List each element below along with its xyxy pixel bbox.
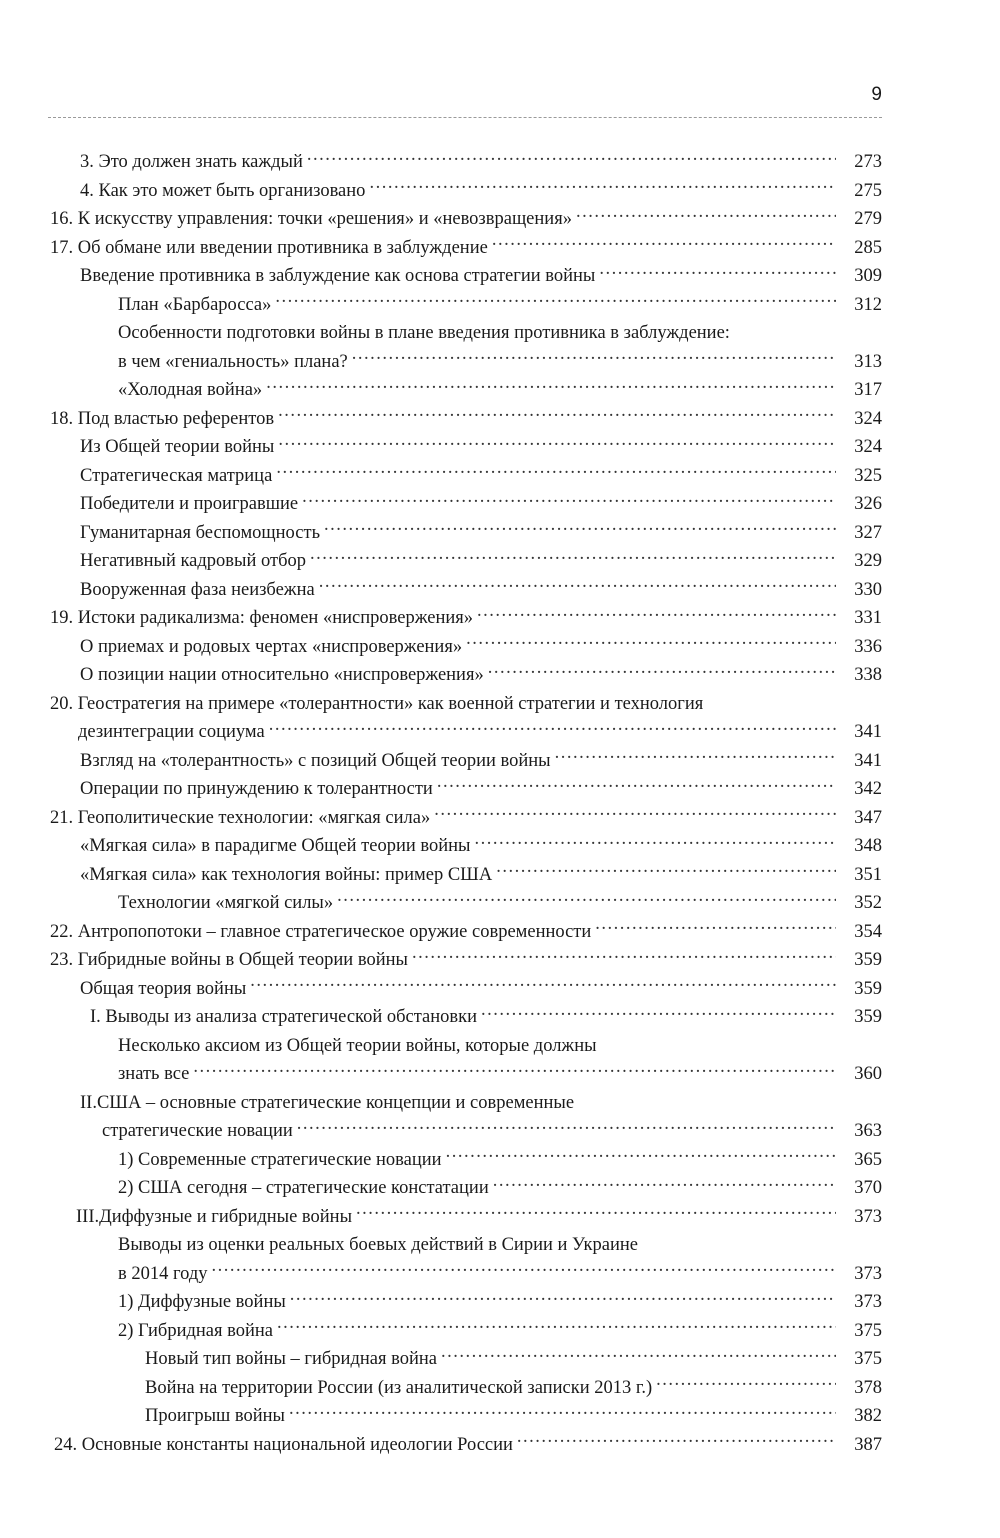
toc-entry: [50, 861, 882, 890]
toc-entry-title: «Холодная война»: [118, 380, 263, 400]
toc-entry-title: Истоки радикализма: феномен «ниспровержения»: [77, 608, 474, 628]
toc-entry-title: стратегические новации: [102, 1121, 293, 1141]
toc-entry-page: 373: [854, 1292, 882, 1312]
toc-entry-page: 312: [854, 294, 882, 315]
toc-entry-title: Из Общей теории войны: [80, 437, 275, 457]
toc-entry-title: дезинтеграции социума: [78, 722, 265, 742]
dot-leader: [517, 1431, 836, 1450]
toc-entry: [50, 690, 882, 747]
toc-entry-page: 285: [854, 237, 882, 258]
toc-entry-number: 4.: [80, 180, 94, 201]
dot-leader: [481, 1004, 836, 1023]
toc-entry-page: 325: [854, 465, 882, 486]
toc-entry-page: 347: [854, 807, 882, 828]
toc-entry-page: 359: [854, 950, 882, 970]
toc-entry-title: знать все: [118, 1064, 190, 1084]
toc-entry: [50, 1431, 882, 1460]
dot-leader: [555, 747, 836, 766]
toc-entry-title: III.Диффузные и гибридные войны: [76, 1206, 353, 1227]
toc-entry-number: 3.: [80, 152, 94, 172]
toc-entry: [50, 1203, 882, 1232]
toc-entry-title: Это должен знать каждый: [98, 152, 303, 172]
toc-entry-page: 336: [854, 636, 882, 657]
toc-entry: [50, 604, 882, 633]
dot-leader: [290, 1289, 836, 1308]
dot-leader: [352, 348, 836, 367]
toc-entry-title: I. Выводы из анализа стратегической обстановки: [90, 1007, 478, 1027]
toc-entry-page: 327: [854, 522, 882, 543]
toc-entry-title-line: Выводы из оценки реальных боевых действий в Сирии и Украине: [118, 1235, 638, 1255]
toc-entry: [50, 775, 882, 804]
toc-entry-page: 375: [854, 1320, 882, 1341]
toc-entry-page: 341: [854, 722, 882, 742]
toc-entry: [50, 148, 882, 177]
toc-entry-page: 360: [854, 1064, 882, 1084]
toc-entry-number: 24.: [54, 1434, 78, 1455]
toc-entry-title: Об обмане или введении противника в заблуждение: [77, 237, 488, 258]
toc-entry-number: 17.: [50, 237, 74, 258]
toc-entry-page: 313: [854, 351, 882, 372]
dot-leader: [310, 548, 836, 567]
dot-leader: [496, 861, 836, 880]
toc-entry-page: 378: [854, 1377, 882, 1398]
dot-leader: [576, 206, 836, 225]
dot-leader: [278, 434, 836, 453]
toc-entry-title: Введение противника в заблуждение как основа стратегии войны: [80, 266, 596, 286]
toc-entry-title: Геополитические технологии: «мягкая сила»: [77, 807, 431, 828]
dot-leader: [369, 177, 836, 196]
dot-leader: [446, 1146, 836, 1165]
toc-entry-title: «Мягкая сила» в парадигме Общей теории войны: [80, 836, 471, 856]
toc-entry: [50, 576, 882, 605]
dot-leader: [412, 947, 836, 966]
toc-entry-title: Операции по принуждению к толерантности: [80, 779, 433, 799]
toc-entry: [50, 946, 882, 975]
dot-leader: [269, 719, 836, 738]
toc-entry: [50, 205, 882, 234]
toc-entry: [50, 918, 882, 947]
dot-leader: [656, 1374, 836, 1393]
toc-entry: [50, 1174, 882, 1203]
dot-leader: [297, 1118, 836, 1137]
toc-entry-page: 329: [854, 551, 882, 571]
toc-entry-page: 373: [854, 1206, 882, 1227]
toc-entry-page: 279: [854, 209, 882, 229]
toc-entry-title: «Мягкая сила» как технология войны: пример США: [80, 864, 493, 885]
toc-entry: [50, 547, 882, 576]
dot-leader: [477, 605, 836, 624]
toc-entry-title: Гуманитарная беспомощность: [80, 522, 321, 543]
toc-entry-title-line: Особенности подготовки войны в плане введения противника в заблуждение:: [118, 323, 730, 343]
toc-entry: [50, 405, 882, 434]
dot-leader: [266, 377, 836, 396]
toc-entry-title: 1) Диффузные войны: [118, 1292, 286, 1312]
dot-leader: [277, 1317, 836, 1336]
table-of-contents: [50, 148, 882, 1459]
toc-entry-number: 22.: [50, 921, 74, 942]
toc-entry-page: 354: [854, 921, 882, 942]
dot-leader: [466, 633, 836, 652]
toc-entry-number: 16.: [50, 209, 74, 229]
page-number: 9: [871, 84, 882, 105]
toc-entry: [50, 1146, 882, 1175]
dot-leader: [319, 576, 836, 595]
toc-entry-page: 330: [854, 579, 882, 600]
toc-entry: [50, 832, 882, 861]
toc-entry: [50, 1374, 882, 1403]
toc-entry-page: 338: [854, 665, 882, 685]
toc-entry-title: Антропопотоки – главное стратегическое оружие современности: [77, 921, 592, 942]
toc-entry: [50, 319, 882, 376]
dot-leader: [599, 263, 836, 282]
toc-entry-page: 365: [854, 1149, 882, 1170]
toc-entry-page: 348: [854, 836, 882, 856]
toc-entry: [50, 490, 882, 519]
toc-entry-page: 273: [854, 152, 882, 172]
toc-entry-title: Проигрыш войны: [145, 1406, 285, 1426]
dot-leader: [302, 491, 836, 510]
toc-entry-page: 382: [854, 1406, 882, 1426]
toc-entry: [50, 376, 882, 405]
toc-entry-title: Война на территории России (из аналитической записки 2013 г.): [145, 1377, 653, 1398]
toc-entry: [50, 1003, 882, 1032]
toc-entry: [50, 633, 882, 662]
dot-leader: [493, 1175, 836, 1194]
dot-leader: [275, 291, 836, 310]
toc-entry-title: О позиции нации относительно «ниспровержения»: [80, 665, 484, 685]
toc-entry-page: 317: [854, 380, 882, 400]
toc-entry-title: Негативный кадровый отбор: [80, 551, 306, 571]
toc-entry-title: Под властью референтов: [77, 408, 275, 429]
toc-entry-title: О приемах и родовых чертах «ниспровержения»: [80, 636, 463, 657]
toc-entry-title: Победители и проигравшие: [80, 494, 299, 514]
toc-entry-page: 387: [854, 1434, 882, 1455]
toc-entry-title: Вооруженная фаза неизбежна: [80, 579, 315, 600]
toc-entry-title: 2) США сегодня – стратегические констатации: [118, 1178, 489, 1198]
toc-entry-page: 359: [854, 978, 882, 999]
toc-entry-title: Взгляд на «толерантность» с позиций Общей теории войны: [80, 750, 551, 771]
dot-leader: [356, 1203, 836, 1222]
toc-entry-title: Технологии «мягкой силы»: [118, 893, 334, 913]
toc-entry-page: 373: [854, 1263, 882, 1284]
toc-entry: [50, 1317, 882, 1346]
header-rule: [48, 117, 882, 118]
dot-leader: [488, 662, 836, 681]
dot-leader: [492, 234, 836, 253]
dot-leader: [595, 918, 836, 937]
dot-leader: [434, 804, 836, 823]
toc-entry-page: 326: [854, 494, 882, 514]
toc-entry: [50, 433, 882, 462]
dot-leader: [193, 1061, 836, 1080]
toc-entry-page: 352: [854, 893, 882, 913]
toc-entry-number: 20.: [50, 693, 74, 714]
toc-entry-page: 375: [854, 1349, 882, 1369]
toc-entry-page: 324: [854, 408, 882, 429]
toc-entry: [50, 1345, 882, 1374]
dot-leader: [337, 890, 836, 909]
toc-entry-page: 370: [854, 1178, 882, 1198]
toc-entry: [50, 519, 882, 548]
toc-entry-title: Стратегическая матрица: [80, 465, 273, 486]
toc-entry: [50, 661, 882, 690]
toc-entry: [50, 177, 882, 206]
toc-entry: [50, 1032, 882, 1089]
toc-entry-title: Новый тип войны – гибридная война: [145, 1349, 437, 1369]
toc-entry-title: 1) Современные стратегические новации: [118, 1149, 442, 1170]
dot-leader: [474, 833, 836, 852]
toc-entry-title: Как это может быть организовано: [98, 180, 366, 201]
dot-leader: [212, 1260, 837, 1279]
toc-entry: [50, 462, 882, 491]
toc-entry-title: Основные константы национальной идеологии России: [81, 1434, 513, 1455]
toc-entry-page: 331: [854, 608, 882, 628]
toc-entry: [50, 889, 882, 918]
toc-entry-page: 341: [854, 750, 882, 771]
toc-entry-number: 23.: [50, 950, 74, 970]
toc-entry-page: 359: [854, 1007, 882, 1027]
toc-entry-title-line: II.США – основные стратегические концепции и современные: [80, 1092, 575, 1113]
dot-leader: [324, 519, 836, 538]
toc-entry-page: 351: [854, 864, 882, 885]
toc-entry: [50, 975, 882, 1004]
toc-entry: [50, 747, 882, 776]
toc-entry: [50, 1089, 882, 1146]
toc-entry-page: 275: [854, 180, 882, 201]
dot-leader: [437, 776, 836, 795]
toc-entry: [50, 234, 882, 263]
toc-entry-page: 363: [854, 1121, 882, 1141]
toc-entry-title-line: Геостратегия на примере «толерантности» как военной стратегии и технология: [77, 693, 704, 714]
toc-entry-title: К искусству управления: точки «решения» и «невозвращения»: [77, 209, 572, 229]
toc-entry-title: 2) Гибридная война: [118, 1320, 274, 1341]
toc-entry-page: 324: [854, 437, 882, 457]
toc-entry: [50, 1288, 882, 1317]
toc-entry-title-line: Несколько аксиом из Общей теории войны, которые должны: [118, 1035, 597, 1056]
toc-entry-title: План «Барбаросса»: [118, 294, 272, 315]
dot-leader: [289, 1403, 836, 1422]
toc-entry-title: Общая теория войны: [80, 978, 247, 999]
toc-entry-title: в 2014 году: [118, 1263, 208, 1284]
toc-entry-title: в чем «гениальность» плана?: [118, 351, 348, 372]
dot-leader: [250, 975, 836, 994]
toc-entry-number: 19.: [50, 608, 74, 628]
dot-leader: [278, 405, 836, 424]
toc-entry: [50, 1402, 882, 1431]
dot-leader: [276, 462, 836, 481]
toc-entry-number: 21.: [50, 807, 74, 828]
toc-entry: [50, 1231, 882, 1288]
dot-leader: [441, 1346, 836, 1365]
toc-entry: [50, 262, 882, 291]
toc-entry-title: Гибридные войны в Общей теории войны: [77, 950, 408, 970]
toc-entry-number: 18.: [50, 408, 74, 429]
dot-leader: [307, 149, 836, 168]
toc-entry: [50, 804, 882, 833]
toc-entry-page: 309: [854, 266, 882, 286]
toc-entry: [50, 291, 882, 320]
toc-entry-page: 342: [854, 779, 882, 799]
